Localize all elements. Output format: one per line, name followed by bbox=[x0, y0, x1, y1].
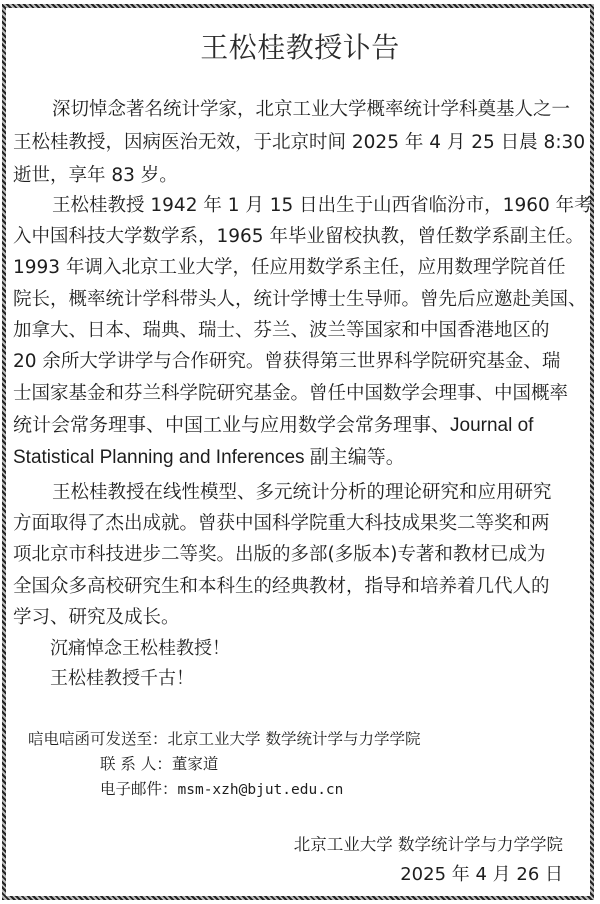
signature-date: 2025 年 4 月 26 日 bbox=[400, 864, 563, 885]
condolence-value: 北京工业大学 数学统计学与力学学院 bbox=[167, 730, 421, 748]
paragraph-line: 士国家基金和芬兰科学院研究基金。曾任中国数学会理事、中国概率 bbox=[13, 383, 569, 404]
paragraph-line: 深切悼念著名统计学家，北京工业大学概率统计学科奠基人之一 bbox=[52, 99, 571, 120]
paragraph-line: 王松桂教授 1942 年 1 月 15 日出生于山西省临汾市，1960 年考 bbox=[52, 195, 593, 216]
paragraph-line: Statistical Planning and Inferences 副主编等。 bbox=[13, 447, 405, 468]
mourning-line-1: 沉痛悼念王松桂教授！ bbox=[50, 638, 230, 659]
paragraph-line: 入中国科技大学数学系，1965 年毕业留校执教，曾任数学系副主任。 bbox=[13, 226, 584, 247]
contact-person bbox=[100, 753, 218, 775]
mourning-line-2: 王松桂教授千古！ bbox=[50, 668, 194, 689]
contact-email-link[interactable]: msm-xzh@bjut.edu.cn bbox=[177, 782, 344, 798]
paragraph-line: 统计会常务理事、中国工业与应用数学会常务理事、Journal of bbox=[13, 415, 534, 436]
paragraph-line: 加拿大、日本、瑞典、瑞士、芬兰、波兰等国家和中国香港地区的 bbox=[13, 320, 550, 341]
paragraph-line: 20 余所大学讲学与合作研究。曾获得第三世界科学院研究基金、瑞 bbox=[13, 351, 561, 372]
paragraph-line: 方面取得了杰出成就。曾获中国科学院重大科技成果奖二等奖和两 bbox=[13, 513, 550, 534]
contact-person-value: 董家道 bbox=[171, 755, 219, 773]
paragraph-line: 项北京市科技进步二等奖。出版的多部(多版本)专著和教材已成为 bbox=[13, 544, 546, 565]
condolence-address bbox=[28, 728, 420, 750]
contact-person-label: 联 系 人： bbox=[100, 755, 172, 773]
paragraph-line: 学习、研究及成长。 bbox=[13, 607, 180, 628]
signature-organization: 北京工业大学 数学统计学与力学学院 bbox=[293, 835, 563, 854]
paragraph-line: 1993 年调入北京工业大学，任应用数学系主任，应用数理学院首任 bbox=[13, 257, 566, 278]
contact-email-label: 电子邮件： bbox=[100, 780, 178, 798]
paragraph-line: 王松桂教授，因病医治无效，于北京时间 2025 年 4 月 25 日晨 8:30 bbox=[13, 132, 586, 153]
paragraph-line: 院长，概率统计学科带头人，统计学博士生导师。曾先后应邀赴美国、 bbox=[13, 289, 587, 310]
contact-email bbox=[100, 778, 343, 801]
paragraph-line: 全国众多高校研究生和本科生的经典教材，指导和培养着几代人的 bbox=[13, 576, 550, 597]
condolence-label: 唁电唁函可发送至： bbox=[28, 730, 168, 748]
paragraph-line: 逝世，享年 83 岁。 bbox=[13, 165, 178, 186]
paragraph-line: 王松桂教授在线性模型、多元统计分析的理论研究和应用研究 bbox=[52, 482, 552, 503]
notice-title: 王松桂教授讣告 bbox=[200, 31, 400, 64]
